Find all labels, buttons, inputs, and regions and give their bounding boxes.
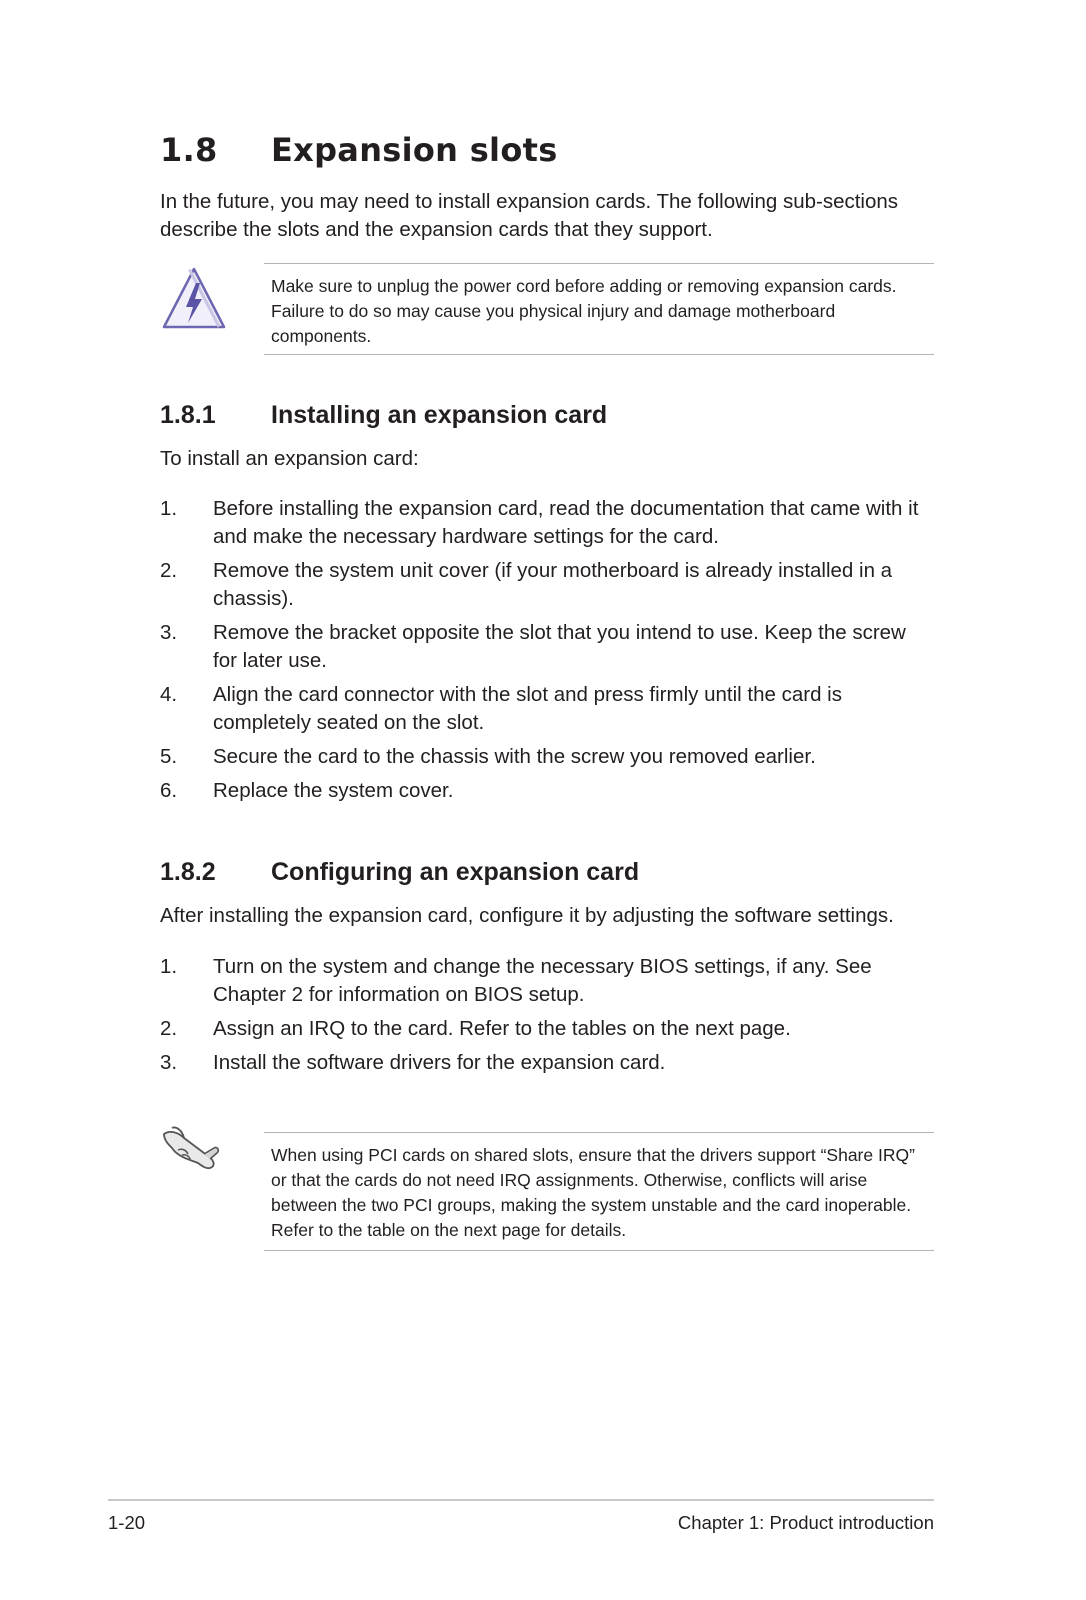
step-text: Secure the card to the chassis with the screw you removed earlier. xyxy=(213,745,816,768)
note-callout xyxy=(264,1132,934,1251)
subsection-heading-installing xyxy=(160,401,607,430)
step-text: Remove the system unit cover (if your motherboard is already installed in a chassis). xyxy=(213,559,893,610)
page-number: 1-20 xyxy=(108,1512,146,1533)
step-text: Turn on the system and change the necessary BIOS settings, if any. See Chapter 2 for information on BIOS setup. xyxy=(213,955,872,1006)
subsection-heading-configuring xyxy=(160,858,639,887)
warning-text: Make sure to unplug the power cord before adding or removing expansion cards. Failure to do so may cause you physical injury and damage motherboard components. xyxy=(271,276,897,346)
section-heading xyxy=(160,131,558,169)
step-text: Align the card connector with the slot and press firmly until the card is completely seated on the slot. xyxy=(213,683,842,734)
step-number: 1. xyxy=(160,955,178,978)
list-item xyxy=(160,743,933,771)
list-item xyxy=(160,495,933,551)
list-item xyxy=(160,619,933,675)
step-text: Replace the system cover. xyxy=(213,779,454,802)
step-number: 2. xyxy=(160,559,178,582)
intro-paragraph: In the future, you may need to install expansion cards. The following sub-sections describe the slots and the expansion cards that they support. xyxy=(160,190,899,241)
list-item xyxy=(160,557,933,613)
subsection-title: Installing an expansion card xyxy=(271,401,608,429)
list-item xyxy=(160,1015,933,1043)
step-number: 4. xyxy=(160,683,178,706)
step-text: Remove the bracket opposite the slot that you intend to use. Keep the screw for later use. xyxy=(213,621,906,672)
chapter-label: Chapter 1: Product introduction xyxy=(677,1512,934,1533)
list-item xyxy=(160,681,933,737)
section-title: Expansion slots xyxy=(271,131,558,169)
subsection-title: Configuring an expansion card xyxy=(271,858,640,886)
section-number: 1.8 xyxy=(160,131,218,169)
step-text: Install the software drivers for the expansion card. xyxy=(213,1051,666,1074)
list-item xyxy=(160,777,933,805)
step-number: 5. xyxy=(160,745,178,768)
step-text: Before installing the expansion card, read the documentation that came with it and make the necessary hardware settings for the card. xyxy=(213,497,919,548)
step-number: 6. xyxy=(160,779,178,802)
warning-callout xyxy=(264,263,934,355)
warning-triangle-icon xyxy=(160,265,228,333)
install-steps xyxy=(160,495,933,811)
step-number: 3. xyxy=(160,1051,178,1074)
step-number: 2. xyxy=(160,1017,178,1040)
configure-lead: After installing the expansion card, configure it by adjusting the software settings. xyxy=(160,904,894,927)
pointing-hand-icon xyxy=(160,1124,222,1170)
note-text: When using PCI cards on shared slots, ensure that the drivers support “Share IRQ” or that the cards do not need IRQ assignments. Otherwise, conflicts will arise between the two PCI groups, making the system unstable and the card inoperable. Refer to the table on the next page for details. xyxy=(271,1145,915,1240)
subsection-number: 1.8.2 xyxy=(160,858,216,886)
list-item xyxy=(160,953,933,1009)
step-text: Assign an IRQ to the card. Refer to the tables on the next page. xyxy=(213,1017,791,1040)
subsection-number: 1.8.1 xyxy=(160,401,216,429)
step-number: 1. xyxy=(160,497,178,520)
install-lead: To install an expansion card: xyxy=(160,447,419,470)
step-number: 3. xyxy=(160,621,178,644)
list-item xyxy=(160,1049,933,1077)
configure-steps xyxy=(160,953,933,1083)
footer-divider xyxy=(108,1499,934,1501)
